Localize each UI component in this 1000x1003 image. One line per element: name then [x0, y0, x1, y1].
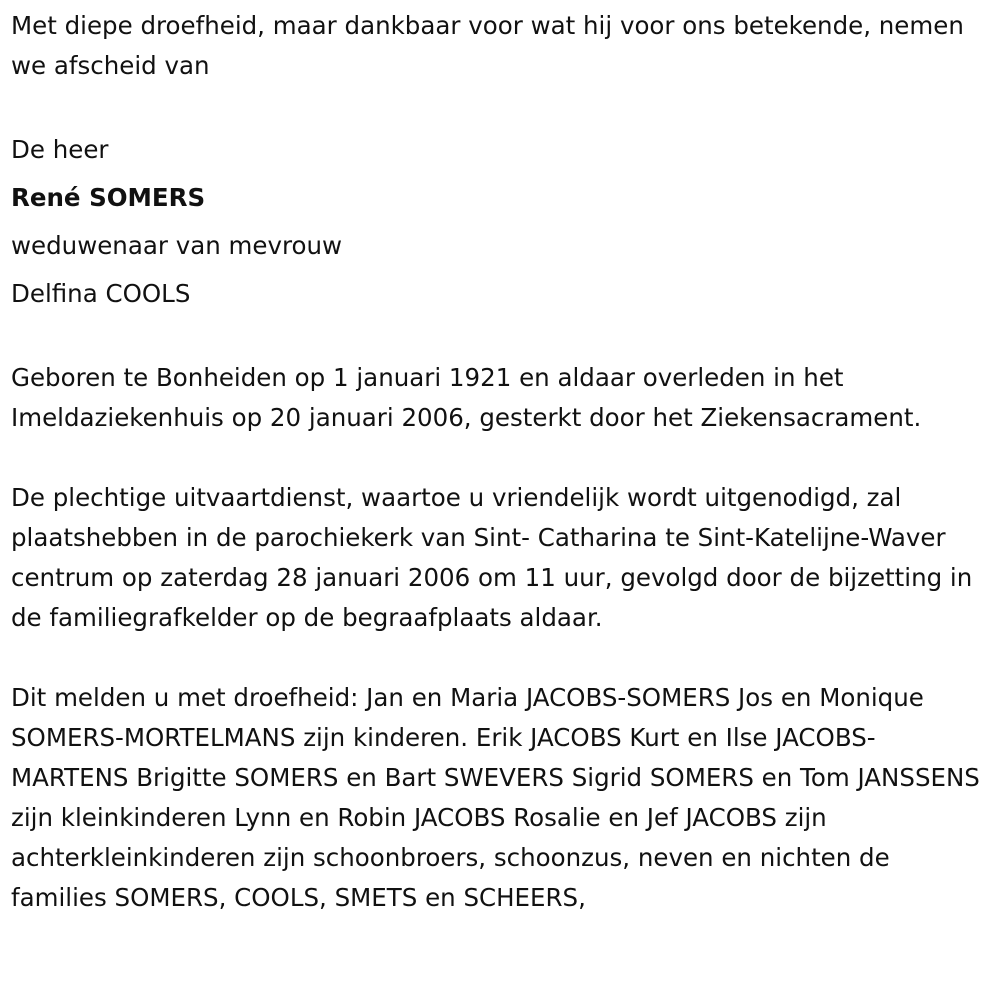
- spacer: [11, 638, 993, 678]
- widower-of: weduwenaar van mevrouw: [11, 231, 343, 260]
- spacer: [11, 318, 993, 358]
- deceased-name: René SOMERS: [11, 183, 206, 212]
- birth-death-paragraph: Geboren te Bonheiden op 1 januari 1921 en aldaar overleden in het Imeldaziekenhuis op 20 januari 2006, gesterkt door het Ziekensacrament.: [11, 363, 922, 432]
- spacer: [11, 86, 993, 126]
- spouse-name: Delfina COOLS: [11, 279, 191, 308]
- intro-paragraph: Met diepe droefheid, maar dankbaar voor wat hij voor ons betekende, nemen we afscheid van: [11, 11, 964, 80]
- spacer: [11, 438, 993, 478]
- funeral-paragraph: De plechtige uitvaartdienst, waartoe u vriendelijk wordt uitgenodigd, zal plaatshebben in de parochiekerk van Sint- Catharina te Sint-Katelijne-Waver centrum op zaterdag 28 januari 2006 om 11 uur, gevolgd door de bijzetting in de familiegrafkelder op de begraafplaats aldaar.: [11, 483, 973, 632]
- salutation: De heer: [11, 135, 109, 164]
- obituary-document: [11, 6, 993, 918]
- announcement-paragraph: Dit melden u met droefheid: Jan en Maria JACOBS-SOMERS Jos en Monique SOMERS-MORTELMANS zijn kinderen. Erik JACOBS Kurt en Ilse JACOBS-MARTENS Brigitte SOMERS en Bart SWEVERS Sigrid SOMERS en Tom JANSSENS zijn kleinkinderen Lynn en Robin JACOBS Rosalie en Jef JACOBS zijn achterkleinkinderen zijn schoonbroers, schoonzus, neven en nichten de families SOMERS, COOLS, SMETS en SCHEERS,: [11, 683, 980, 912]
